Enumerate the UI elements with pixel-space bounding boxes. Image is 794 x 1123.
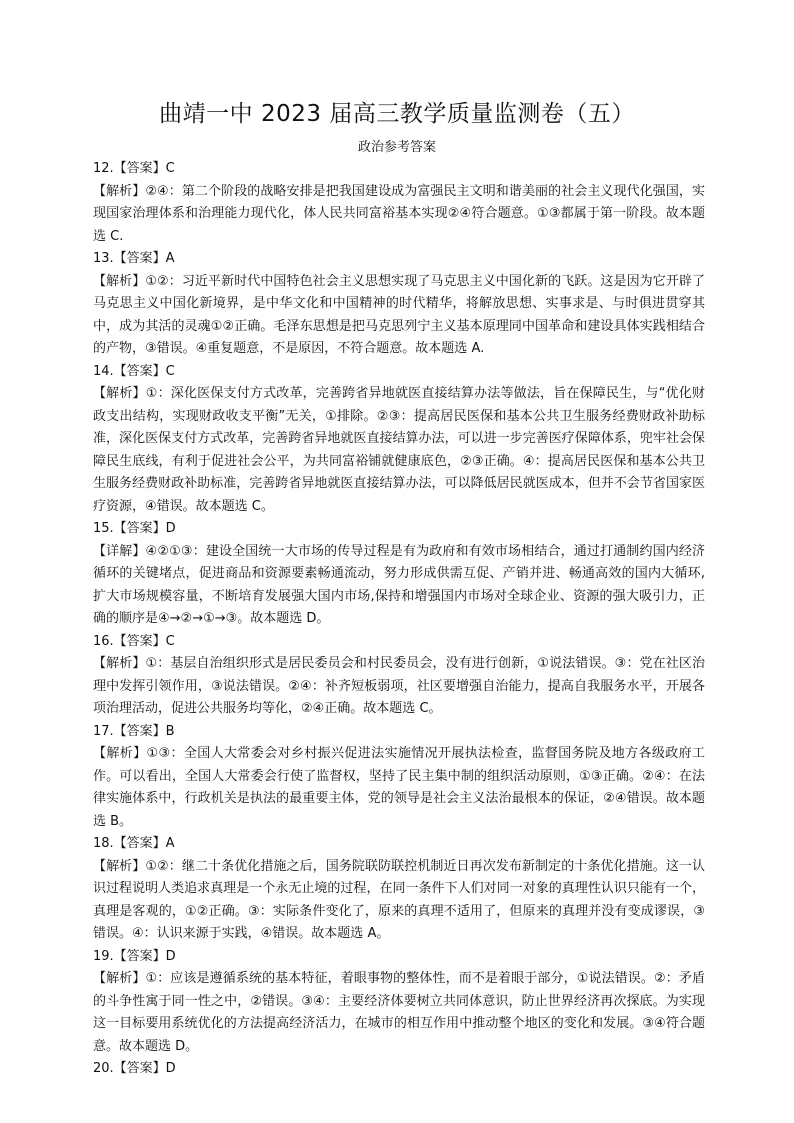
answer-line-17: 17.【答案】B bbox=[93, 723, 175, 739]
analysis-19: 【解析】①：应该是遵循系统的基本特征，着眼事物的整体性，而不是着眼于部分，①说法错误。②：矛盾的斗争性寓于同一性之中，②错误。③④：主要经济体要树立共同体意识，防止世界经济再次探底。为实现这一目标要用系统优化的方法提高经济活力，在城市的相互作用中推动整个地区的变化和发展。③④符合题意。故本题选 D。 bbox=[93, 971, 705, 1054]
analysis-13: 【解析】①②：习近平新时代中国特色社会主义思想实现了马克思主义中国化新的飞跃。这是因为它开辟了马克思主义中国化新境界，是中华文化和中国精神的时代精华，将解放思想、实事求是、与时俱进贯穿其中，成为其活的灵魂①②正确。毛泽东思想是把马克思列宁主义基本原理同中国革命和建设具体实践相结合的产物，③错误。④重复题意，不是原因，不符合题意。故本题选 A. bbox=[93, 273, 705, 356]
analysis-16: 【解析】①：基层自治组织形式是居民委员会和村民委员会，没有进行创新，①说法错误。③：党在社区治理中发挥引领作用，③说法错误。②④：补齐短板弱项，社区要增强自治能力，提高自我服务水平，开展各项治理活动，促进公共服务均等化，②④正确。故本题选 C。 bbox=[93, 656, 705, 716]
answer-line-18: 18.【答案】A bbox=[93, 836, 175, 851]
analysis-15: 【详解】④②①③：建设全国统一大市场的传导过程是有为政府和有效市场相结合，通过打通制约国内经济循环的关键堵点，促进商品和资源要素畅通流动，努力形成供需互促、产销并进、畅通高效的国内大循环,扩大市场规模容量，不断培育发展强大国内市场,保持和增强国内市场对全球企业、资源的强大吸引力，正确的顺序是④→②→①→③。故本题选 D。 bbox=[93, 543, 705, 626]
answer-line-14: 14.【答案】C bbox=[93, 363, 175, 379]
answer-line-20: 20.【答案】D bbox=[93, 1061, 176, 1076]
document-subtitle: 政治参考答案 bbox=[357, 140, 436, 155]
answer-list bbox=[93, 158, 705, 1081]
analysis-12: 【解析】②④：第二个阶段的战略安排是把我国建设成为富强民主文明和谐美丽的社会主义现代化强国，实现国家治理体系和治理能力现代化，体人民共同富裕基本实现②④符合题意。①③都属于第一阶段。故本题选 C. bbox=[93, 183, 705, 244]
analysis-14: 【解析】①：深化医保支付方式改革，完善跨省异地就医直接结算办法等做法，旨在保障民生，与“优化财政支出结构，实现财政收支平衡”无关，①排除。②③：提高居民医保和基本公共卫生服务经费财政补助标准，深化医保支付方式改革，完善跨省异地就医直接结算办法，可以进一步完善医疗保障体系，兜牢社会保障民生底线，有利于促进社会公平，为共同富裕铺就健康底色，②③正确。④：提高居民医保和基本公共卫生服务经费财政补助标准，完善跨省异地就医直接结算办法，可以降低居民就医成本，但并不会节省国家医疗资源，④错误。故本题选 C。 bbox=[93, 386, 705, 514]
answer-line-16: 16.【答案】C bbox=[93, 633, 175, 649]
document-title: 曲靖一中 2023 届高三教学质量监测卷（五） bbox=[159, 101, 635, 127]
answer-line-13: 13.【答案】A bbox=[93, 251, 175, 266]
answer-line-15: 15.【答案】D bbox=[93, 521, 176, 536]
analysis-18: 【解析】①②：继二十条优化措施之后，国务院联防联控机制近日再次发布新制定的十条优化措施。这一认识过程说明人类追求真理是一个永无止境的过程，在同一条件下人们对同一对象的真理性认识只能有一个，真理是客观的，①②正确。③：实际条件变化了，原来的真理不适用了，但原来的真理并没有变成谬误，③错误。④：认识来源于实践，④错误。故本题选 A。 bbox=[93, 858, 705, 941]
answer-line-19: 19.【答案】D bbox=[93, 948, 176, 964]
analysis-17: 【解析】①③：全国人大常委会对乡村振兴促进法实施情况开展执法检查，监督国务院及地方各级政府工作。可以看出，全国人大常委会行使了监督权，坚持了民主集中制的组织活动原则，①③正确。②④：在法律实施体系中，行政机关是执法的最重要主体，党的领导是社会主义法治最根本的保证，②④错误。故本题选 B。 bbox=[93, 746, 705, 829]
answer-line-12: 12.【答案】C bbox=[93, 161, 175, 176]
